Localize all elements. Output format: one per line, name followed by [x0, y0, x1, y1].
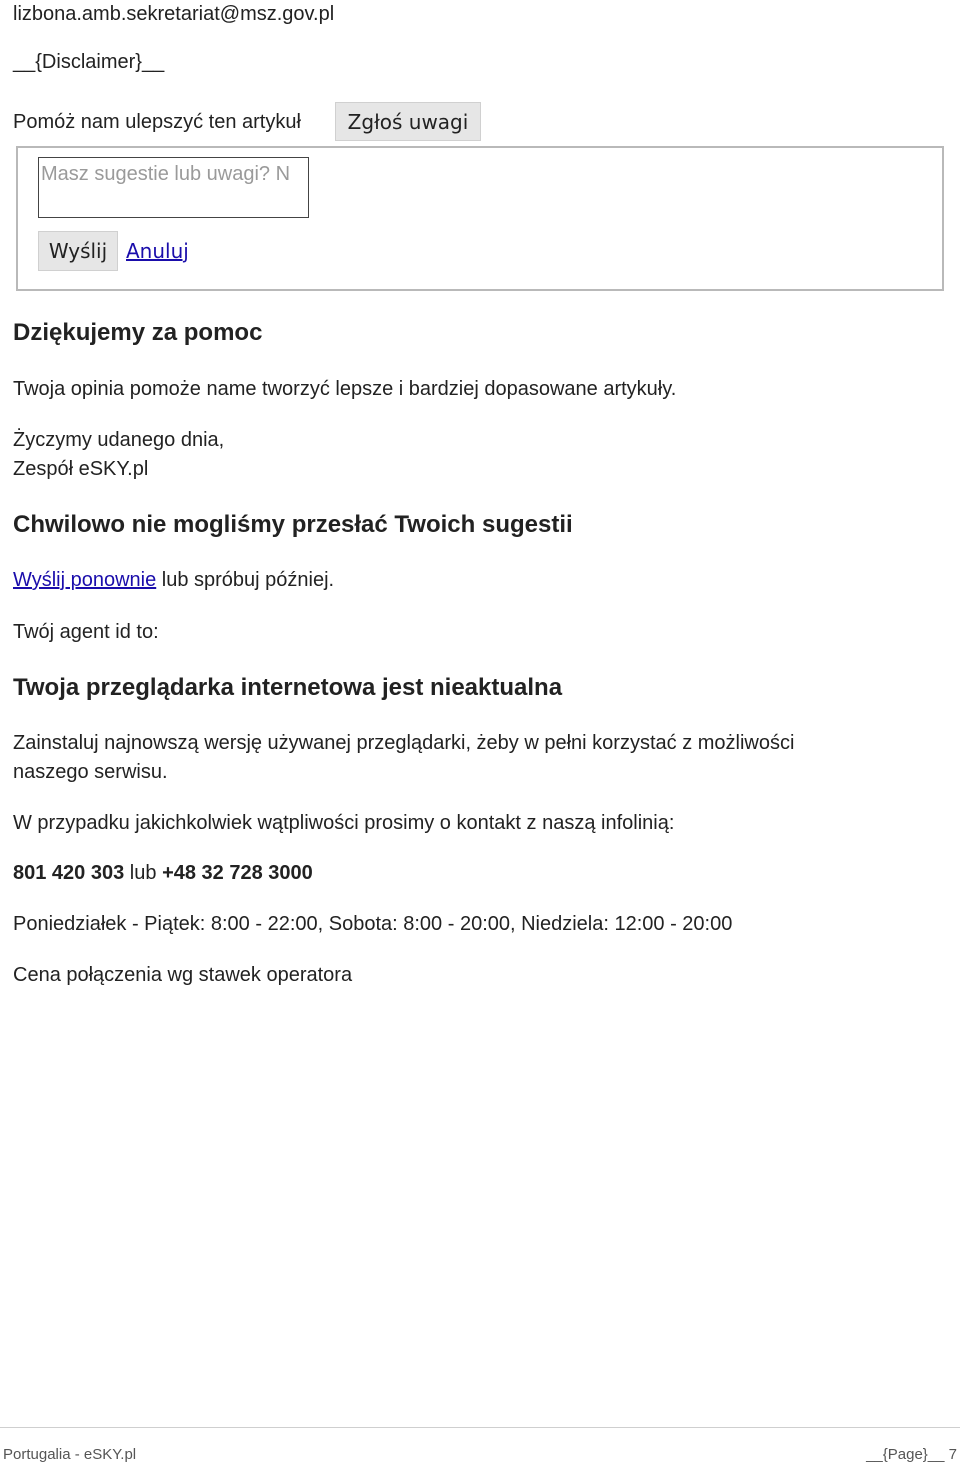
error-resend-line	[13, 568, 334, 592]
phone-primary: 801 420 303	[13, 862, 125, 884]
phone-line	[13, 861, 313, 885]
thanks-wish: Życzymy udanego dnia,	[13, 429, 225, 451]
resend-link[interactable]: Wyślij ponownie	[13, 569, 157, 591]
agent-id-label: Twój agent id to:	[13, 621, 159, 643]
browser-line-2: naszego serwisu.	[13, 761, 168, 783]
thanks-body: Twoja opinia pomoże name tworzyć lepsze i bardziej dopasowane artykuły.	[13, 378, 677, 400]
browser-line-1: Zainstaluj najnowszą wersję używanej przeglądarki, żeby w pełni korzystać z możliwości	[13, 732, 795, 754]
embassy-email: lizbona.amb.sekretariat@msz.gov.pl	[13, 3, 335, 25]
footer-divider	[0, 1427, 960, 1428]
cancel-link[interactable]: Anuluj	[126, 239, 189, 263]
disclaimer: __{Disclaimer}__	[13, 51, 165, 73]
browser-outdated-title: Twoja przeglądarka internetowa jest nieaktualna	[13, 674, 563, 701]
thanks-title: Dziękujemy za pomoc	[13, 319, 263, 346]
phone-secondary: +48 32 728 3000	[162, 862, 313, 884]
feedback-input[interactable]: Masz sugestie lub uwagi? N	[38, 157, 309, 218]
feedback-prompt: Pomóż nam ulepszyć ten artykuł	[13, 111, 301, 133]
send-button[interactable]: Wyślij	[38, 231, 118, 271]
phone-or: lub	[129, 862, 157, 884]
footer-left: Portugalia - eSKY.pl	[3, 1446, 137, 1463]
resend-rest: lub spróbuj później.	[161, 569, 335, 591]
footer-page-number: __{Page}__ 7	[866, 1446, 957, 1463]
report-feedback-button[interactable]: Zgłoś uwagi	[335, 102, 481, 141]
error-title: Chwilowo nie mogliśmy przesłać Twoich sugestii	[13, 511, 573, 538]
call-price: Cena połączenia wg stawek operatora	[13, 964, 353, 986]
contact-line: W przypadku jakichkolwiek wątpliwości prosimy o kontakt z naszą infolinią:	[13, 812, 675, 834]
thanks-team: Zespół eSKY.pl	[13, 458, 149, 480]
hotline-hours: Poniedziałek - Piątek: 8:00 - 22:00, Sobota: 8:00 - 20:00, Niedziela: 12:00 - 20:00	[13, 913, 733, 935]
